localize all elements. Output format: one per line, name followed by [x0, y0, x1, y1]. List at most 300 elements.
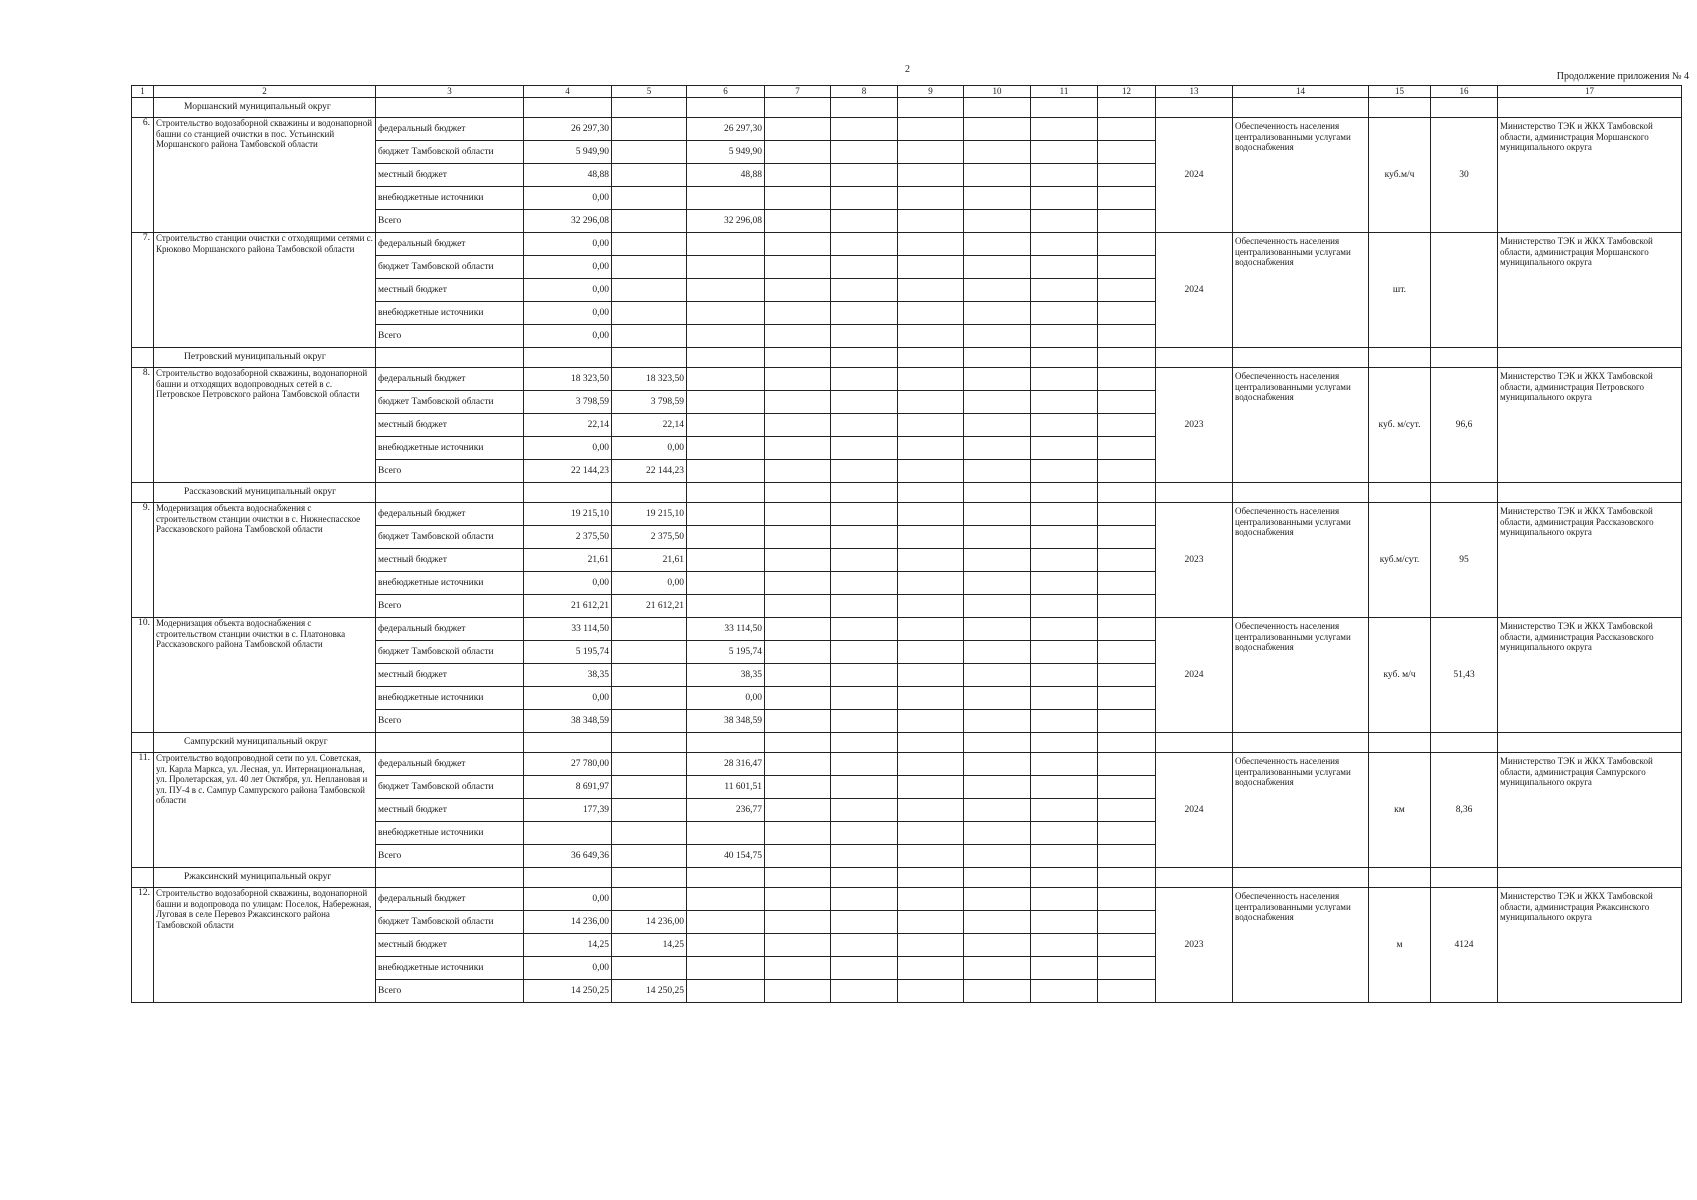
amount-col6 [687, 888, 765, 911]
project-number: 10. [132, 618, 154, 733]
empty-year-cell [964, 753, 1031, 776]
unit: м [1369, 888, 1431, 1003]
empty-year-cell [1098, 325, 1156, 348]
amount-col5: 2 375,50 [612, 526, 687, 549]
empty-year-cell [964, 437, 1031, 460]
empty-year-cell [831, 888, 898, 911]
section-empty-cell [765, 98, 831, 118]
amount-col4: 0,00 [524, 256, 612, 279]
indicator: Обеспеченность населения централизованными услугами водоснабжения [1233, 753, 1369, 868]
indicator: Обеспеченность населения централизованными услугами водоснабжения [1233, 368, 1369, 483]
empty-year-cell [898, 572, 964, 595]
empty-year-cell [898, 845, 964, 868]
indicator: Обеспеченность населения централизованными услугами водоснабжения [1233, 618, 1369, 733]
project-number: 7. [132, 233, 154, 348]
funding-source: бюджет Тамбовской области [376, 776, 524, 799]
empty-year-cell [765, 549, 831, 572]
empty-year-cell [1031, 687, 1098, 710]
column-number-16: 16 [1431, 86, 1498, 98]
funding-source: Всего [376, 325, 524, 348]
empty-year-cell [831, 934, 898, 957]
amount-col5 [612, 799, 687, 822]
empty-year-cell [1098, 753, 1156, 776]
amount-col4: 14,25 [524, 934, 612, 957]
empty-year-cell [1031, 526, 1098, 549]
empty-year-cell [1098, 687, 1156, 710]
amount-col5: 14 250,25 [612, 980, 687, 1003]
section-blank-cell [132, 733, 154, 753]
column-number-13: 13 [1156, 86, 1233, 98]
amount-col5 [612, 233, 687, 256]
amount-col5: 0,00 [612, 572, 687, 595]
empty-year-cell [898, 414, 964, 437]
section-empty-cell [1431, 483, 1498, 503]
responsible-organizations: Министерство ТЭК и ЖКХ Тамбовской области, администрация Петровского муниципального округа [1498, 368, 1682, 483]
empty-year-cell [1098, 888, 1156, 911]
empty-year-cell [765, 664, 831, 687]
amount-col5: 18 323,50 [612, 368, 687, 391]
section-empty-cell [1156, 348, 1233, 368]
section-blank-cell [132, 98, 154, 118]
project-name: Модернизация объекта водоснабжения с строительством станции очистки в с. Платоновка Рассказовского района Тамбовской области [154, 618, 376, 733]
empty-year-cell [898, 302, 964, 325]
amount-col6 [687, 437, 765, 460]
empty-year-cell [1031, 460, 1098, 483]
page-number: 2 [905, 64, 910, 75]
column-number-5: 5 [612, 86, 687, 98]
empty-year-cell [964, 549, 1031, 572]
amount-col6 [687, 549, 765, 572]
amount-col6 [687, 279, 765, 302]
empty-year-cell [1031, 822, 1098, 845]
empty-year-cell [1098, 595, 1156, 618]
completion-year: 2024 [1156, 118, 1233, 233]
amount-col4: 0,00 [524, 233, 612, 256]
empty-year-cell [1031, 934, 1098, 957]
funding-source: внебюджетные источники [376, 572, 524, 595]
section-empty-cell [524, 98, 612, 118]
empty-year-cell [831, 325, 898, 348]
amount-col5 [612, 687, 687, 710]
empty-year-cell [964, 572, 1031, 595]
section-empty-cell [1498, 348, 1682, 368]
empty-year-cell [898, 325, 964, 348]
section-empty-cell [1498, 483, 1682, 503]
empty-year-cell [898, 957, 964, 980]
section-empty-cell [831, 733, 898, 753]
section-empty-cell [898, 98, 964, 118]
amount-col5 [612, 618, 687, 641]
section-empty-cell [898, 483, 964, 503]
amount-col4: 0,00 [524, 888, 612, 911]
empty-year-cell [1031, 799, 1098, 822]
amount-col4: 0,00 [524, 279, 612, 302]
empty-year-cell [964, 187, 1031, 210]
empty-year-cell [964, 414, 1031, 437]
empty-year-cell [831, 526, 898, 549]
unit: куб.м/сут. [1369, 503, 1431, 618]
empty-year-cell [964, 460, 1031, 483]
amount-col5 [612, 325, 687, 348]
empty-year-cell [831, 957, 898, 980]
amount-col4: 0,00 [524, 187, 612, 210]
empty-year-cell [831, 187, 898, 210]
section-empty-cell [1498, 733, 1682, 753]
unit: шт. [1369, 233, 1431, 348]
amount-col5 [612, 118, 687, 141]
project-name: Модернизация объекта водоснабжения с строительством станции очистки в с. Нижнеспасское Рассказовского района Тамбовской области [154, 503, 376, 618]
empty-year-cell [1098, 664, 1156, 687]
funding-source: бюджет Тамбовской области [376, 911, 524, 934]
empty-year-cell [765, 526, 831, 549]
section-empty-cell [1031, 348, 1098, 368]
empty-year-cell [898, 595, 964, 618]
funding-source: Всего [376, 710, 524, 733]
empty-year-cell [1098, 934, 1156, 957]
section-title: Рассказовский муниципальный округ [154, 483, 376, 503]
empty-year-cell [964, 641, 1031, 664]
funding-source: местный бюджет [376, 934, 524, 957]
section-empty-cell [376, 98, 524, 118]
empty-year-cell [964, 302, 1031, 325]
amount-col5 [612, 664, 687, 687]
empty-year-cell [1098, 391, 1156, 414]
empty-year-cell [831, 980, 898, 1003]
section-blank-cell [132, 868, 154, 888]
amount-col6: 11 601,51 [687, 776, 765, 799]
empty-year-cell [765, 888, 831, 911]
amount-col4: 48,88 [524, 164, 612, 187]
empty-year-cell [1031, 618, 1098, 641]
section-empty-cell [964, 348, 1031, 368]
funding-source: федеральный бюджет [376, 118, 524, 141]
empty-year-cell [1098, 187, 1156, 210]
empty-year-cell [765, 799, 831, 822]
empty-year-cell [964, 233, 1031, 256]
empty-year-cell [1031, 641, 1098, 664]
section-empty-cell [1233, 868, 1369, 888]
project-name: Строительство водозаборной скважины, водонапорной башни и водопровода по улицам: Поселок, Набережная, Луговая в селе Перевоз Ржаксинского района Тамбовской области [154, 888, 376, 1003]
amount-col6: 28 316,47 [687, 753, 765, 776]
empty-year-cell [831, 118, 898, 141]
empty-year-cell [964, 687, 1031, 710]
section-empty-cell [1031, 483, 1098, 503]
section-empty-cell [831, 868, 898, 888]
empty-year-cell [964, 934, 1031, 957]
indicator-value: 30 [1431, 118, 1498, 233]
empty-year-cell [1098, 279, 1156, 302]
column-number-2: 2 [154, 86, 376, 98]
empty-year-cell [1031, 776, 1098, 799]
section-empty-cell [524, 348, 612, 368]
funding-source: федеральный бюджет [376, 618, 524, 641]
empty-year-cell [765, 233, 831, 256]
funding-source: внебюджетные источники [376, 687, 524, 710]
empty-year-cell [1098, 799, 1156, 822]
funding-source: местный бюджет [376, 549, 524, 572]
empty-year-cell [898, 822, 964, 845]
empty-year-cell [1031, 753, 1098, 776]
appendix-continuation-note: Продолжение приложения № 4 [1556, 71, 1689, 82]
indicator: Обеспеченность населения централизованными услугами водоснабжения [1233, 888, 1369, 1003]
funding-row [132, 618, 1682, 641]
empty-year-cell [1098, 118, 1156, 141]
funding-row [132, 368, 1682, 391]
completion-year: 2024 [1156, 753, 1233, 868]
empty-year-cell [831, 414, 898, 437]
completion-year: 2023 [1156, 888, 1233, 1003]
empty-year-cell [898, 233, 964, 256]
empty-year-cell [1031, 164, 1098, 187]
empty-year-cell [765, 595, 831, 618]
empty-year-cell [831, 141, 898, 164]
amount-col6 [687, 302, 765, 325]
amount-col4: 5 949,90 [524, 141, 612, 164]
empty-year-cell [964, 595, 1031, 618]
section-row [132, 348, 1682, 368]
funding-source: Всего [376, 210, 524, 233]
empty-year-cell [831, 776, 898, 799]
amount-col4: 177,39 [524, 799, 612, 822]
amount-col5: 0,00 [612, 437, 687, 460]
column-number-17: 17 [1498, 86, 1682, 98]
empty-year-cell [1098, 710, 1156, 733]
empty-year-cell [765, 911, 831, 934]
amount-col5 [612, 279, 687, 302]
empty-year-cell [964, 279, 1031, 302]
funding-source: Всего [376, 595, 524, 618]
empty-year-cell [831, 799, 898, 822]
amount-col4: 36 649,36 [524, 845, 612, 868]
empty-year-cell [964, 664, 1031, 687]
completion-year: 2024 [1156, 618, 1233, 733]
section-empty-cell [1031, 98, 1098, 118]
empty-year-cell [765, 957, 831, 980]
empty-year-cell [898, 618, 964, 641]
empty-year-cell [898, 526, 964, 549]
indicator-value: 96,6 [1431, 368, 1498, 483]
empty-year-cell [964, 957, 1031, 980]
empty-year-cell [964, 368, 1031, 391]
empty-year-cell [1031, 911, 1098, 934]
indicator-value: 95 [1431, 503, 1498, 618]
empty-year-cell [898, 687, 964, 710]
funding-source: внебюджетные источники [376, 437, 524, 460]
amount-col6 [687, 460, 765, 483]
empty-year-cell [1098, 302, 1156, 325]
section-empty-cell [1156, 98, 1233, 118]
empty-year-cell [1031, 414, 1098, 437]
empty-year-cell [1098, 957, 1156, 980]
empty-year-cell [765, 845, 831, 868]
indicator: Обеспеченность населения централизованными услугами водоснабжения [1233, 503, 1369, 618]
empty-year-cell [831, 572, 898, 595]
amount-col6: 40 154,75 [687, 845, 765, 868]
amount-col6 [687, 325, 765, 348]
amount-col5 [612, 753, 687, 776]
column-number-14: 14 [1233, 86, 1369, 98]
funding-source: бюджет Тамбовской области [376, 526, 524, 549]
amount-col4: 32 296,08 [524, 210, 612, 233]
section-empty-cell [1098, 348, 1156, 368]
section-empty-cell [1431, 733, 1498, 753]
empty-year-cell [1031, 549, 1098, 572]
empty-year-cell [831, 549, 898, 572]
funding-source: местный бюджет [376, 664, 524, 687]
funding-source: бюджет Тамбовской области [376, 391, 524, 414]
section-empty-cell [1233, 348, 1369, 368]
amount-col5 [612, 302, 687, 325]
amount-col5 [612, 822, 687, 845]
empty-year-cell [1031, 279, 1098, 302]
section-empty-cell [765, 348, 831, 368]
empty-year-cell [964, 799, 1031, 822]
empty-year-cell [1031, 187, 1098, 210]
empty-year-cell [964, 164, 1031, 187]
responsible-organizations: Министерство ТЭК и ЖКХ Тамбовской области, администрация Рассказовского муниципального округа [1498, 503, 1682, 618]
amount-col6: 5 949,90 [687, 141, 765, 164]
funding-source: бюджет Тамбовской области [376, 141, 524, 164]
amount-col6 [687, 368, 765, 391]
empty-year-cell [898, 164, 964, 187]
amount-col6: 38,35 [687, 664, 765, 687]
empty-year-cell [1098, 776, 1156, 799]
amount-col6 [687, 256, 765, 279]
section-empty-cell [612, 348, 687, 368]
section-empty-cell [524, 483, 612, 503]
funding-source: внебюджетные источники [376, 957, 524, 980]
funding-source: Всего [376, 460, 524, 483]
amount-col5: 19 215,10 [612, 503, 687, 526]
section-empty-cell [1369, 348, 1431, 368]
section-empty-cell [612, 483, 687, 503]
funding-source: бюджет Тамбовской области [376, 256, 524, 279]
empty-year-cell [898, 710, 964, 733]
empty-year-cell [964, 256, 1031, 279]
unit: куб. м/сут. [1369, 368, 1431, 483]
empty-year-cell [898, 980, 964, 1003]
amount-col4: 33 114,50 [524, 618, 612, 641]
amount-col4: 18 323,50 [524, 368, 612, 391]
empty-year-cell [831, 664, 898, 687]
project-name: Строительство водозаборной скважины, водонапорной башни и отходящих водопроводных сетей в с. Петровское Петровского района Тамбовской области [154, 368, 376, 483]
amount-col5 [612, 256, 687, 279]
amount-col4: 38,35 [524, 664, 612, 687]
section-empty-cell [1156, 868, 1233, 888]
amount-col5 [612, 210, 687, 233]
amount-col5: 21 612,21 [612, 595, 687, 618]
empty-year-cell [831, 164, 898, 187]
empty-year-cell [831, 233, 898, 256]
section-empty-cell [898, 733, 964, 753]
empty-year-cell [831, 618, 898, 641]
section-row [132, 733, 1682, 753]
amount-col6 [687, 187, 765, 210]
column-number-8: 8 [831, 86, 898, 98]
empty-year-cell [765, 187, 831, 210]
section-empty-cell [1369, 483, 1431, 503]
amount-col4: 5 195,74 [524, 641, 612, 664]
empty-year-cell [831, 279, 898, 302]
project-name: Строительство станции очистки с отходящими сетями с. Крюково Моршанского района Тамбовской области [154, 233, 376, 348]
amount-col5 [612, 776, 687, 799]
section-empty-cell [1156, 733, 1233, 753]
section-empty-cell [831, 98, 898, 118]
empty-year-cell [964, 710, 1031, 733]
empty-year-cell [898, 799, 964, 822]
empty-year-cell [964, 776, 1031, 799]
column-number-12: 12 [1098, 86, 1156, 98]
section-empty-cell [964, 868, 1031, 888]
empty-year-cell [765, 437, 831, 460]
funding-source: федеральный бюджет [376, 503, 524, 526]
amount-col6: 32 296,08 [687, 210, 765, 233]
amount-col6: 38 348,59 [687, 710, 765, 733]
empty-year-cell [765, 391, 831, 414]
empty-year-cell [1098, 572, 1156, 595]
empty-year-cell [898, 256, 964, 279]
amount-col6: 0,00 [687, 687, 765, 710]
empty-year-cell [1031, 233, 1098, 256]
empty-year-cell [1098, 460, 1156, 483]
amount-col5 [612, 164, 687, 187]
empty-year-cell [898, 141, 964, 164]
section-title: Моршанский муниципальный округ [154, 98, 376, 118]
empty-year-cell [765, 118, 831, 141]
empty-year-cell [831, 710, 898, 733]
responsible-organizations: Министерство ТЭК и ЖКХ Тамбовской области, администрация Моршанского муниципального округа [1498, 118, 1682, 233]
section-empty-cell [687, 483, 765, 503]
amount-col6 [687, 572, 765, 595]
empty-year-cell [1098, 845, 1156, 868]
completion-year: 2023 [1156, 503, 1233, 618]
empty-year-cell [1098, 141, 1156, 164]
investment-program-table [131, 85, 1682, 1003]
section-empty-cell [1098, 98, 1156, 118]
empty-year-cell [765, 572, 831, 595]
empty-year-cell [1098, 414, 1156, 437]
amount-col4: 27 780,00 [524, 753, 612, 776]
section-empty-cell [1233, 98, 1369, 118]
empty-year-cell [1031, 437, 1098, 460]
amount-col4: 2 375,50 [524, 526, 612, 549]
section-empty-cell [612, 868, 687, 888]
section-empty-cell [1098, 483, 1156, 503]
funding-row [132, 888, 1682, 911]
empty-year-cell [898, 437, 964, 460]
empty-year-cell [964, 391, 1031, 414]
empty-year-cell [964, 210, 1031, 233]
empty-year-cell [964, 822, 1031, 845]
empty-year-cell [898, 210, 964, 233]
empty-year-cell [765, 141, 831, 164]
section-empty-cell [765, 868, 831, 888]
empty-year-cell [964, 503, 1031, 526]
section-blank-cell [132, 483, 154, 503]
amount-col6 [687, 911, 765, 934]
funding-row [132, 503, 1682, 526]
section-title: Сампурский муниципальный округ [154, 733, 376, 753]
empty-year-cell [831, 368, 898, 391]
funding-source: федеральный бюджет [376, 233, 524, 256]
column-number-15: 15 [1369, 86, 1431, 98]
section-title: Петровский муниципальный округ [154, 348, 376, 368]
empty-year-cell [831, 595, 898, 618]
empty-year-cell [898, 279, 964, 302]
empty-year-cell [1031, 664, 1098, 687]
empty-year-cell [831, 391, 898, 414]
column-number-11: 11 [1031, 86, 1098, 98]
